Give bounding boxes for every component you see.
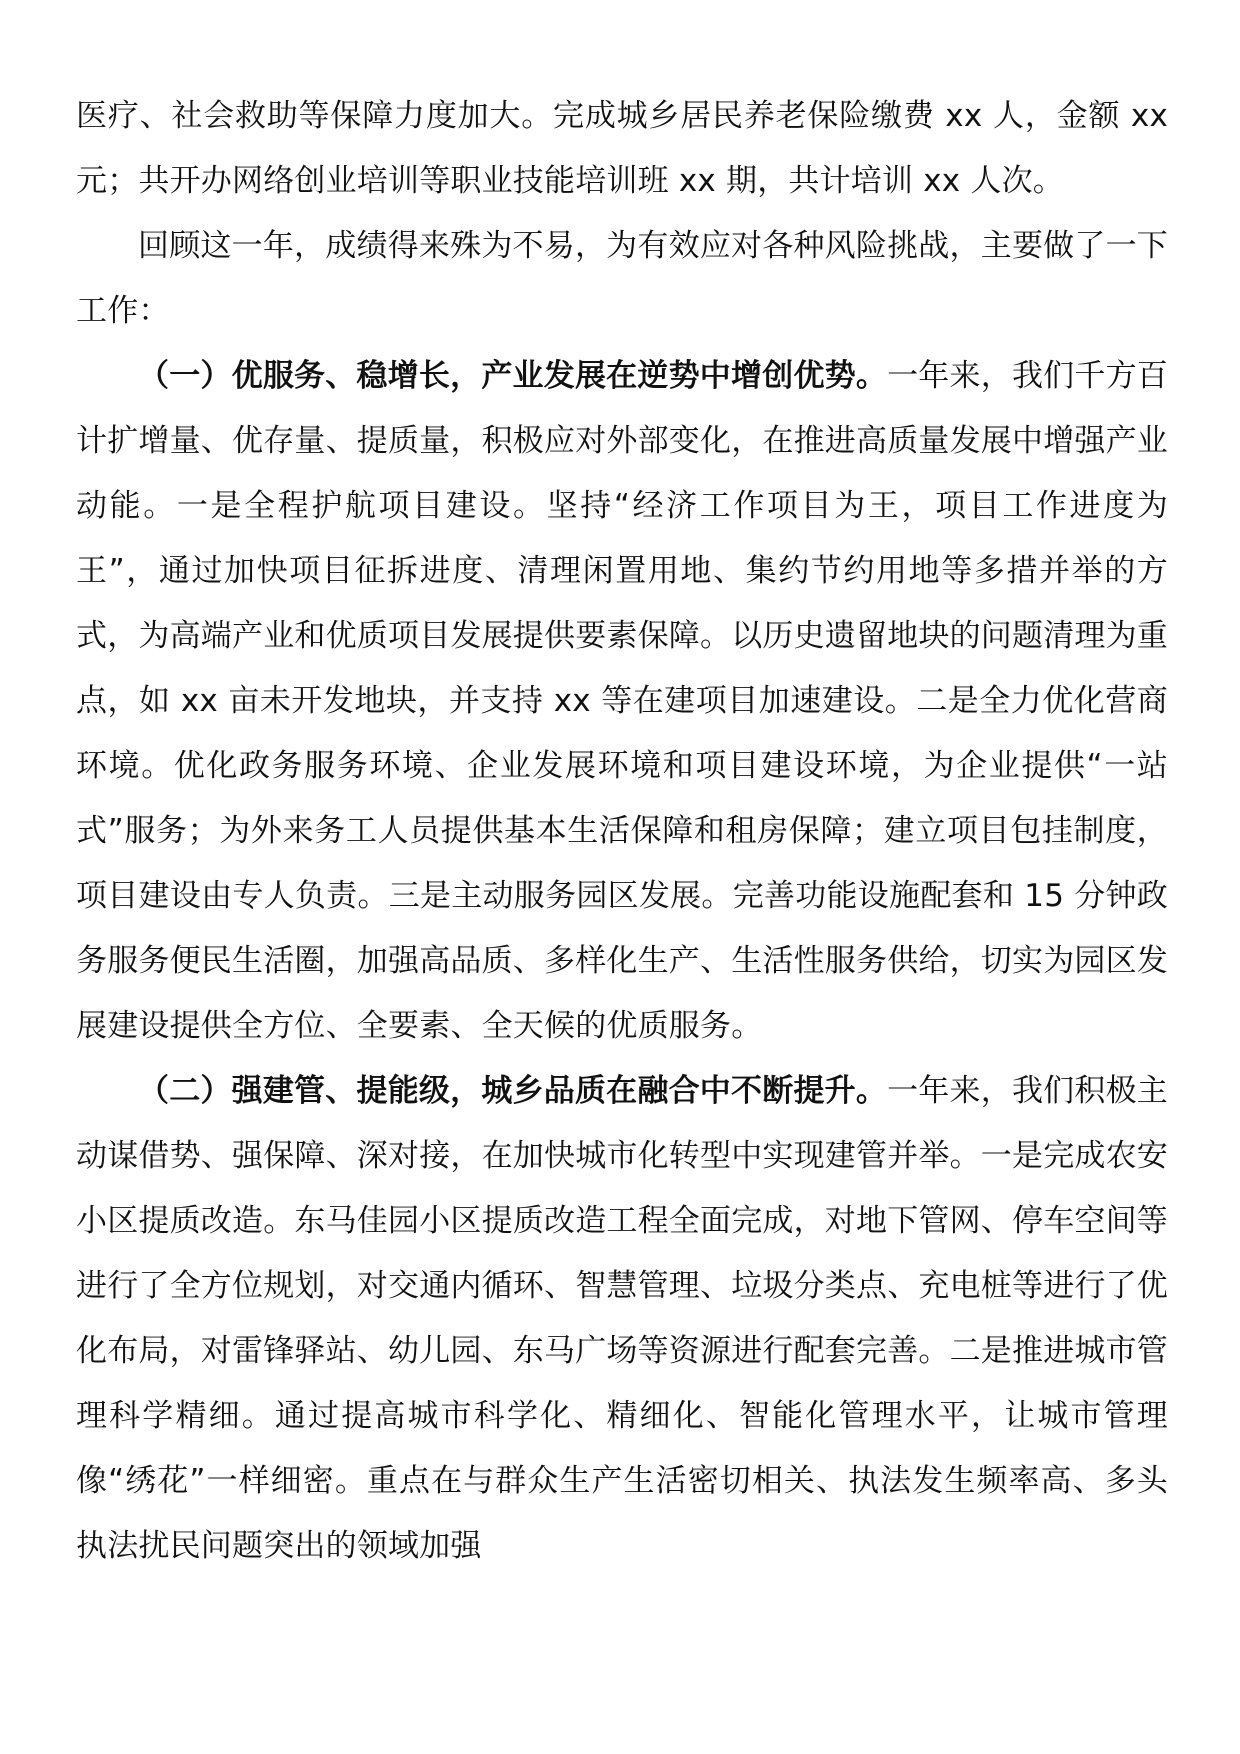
section-heading-1: （一）优服务、稳增长，产业发展在逆势中增创优势。 [138, 358, 888, 394]
paragraph-1-text: 医疗、社会救助等保障力度加大。完成城乡居民养老保险缴费 xx 人，金额 xx 元；共开办网络创业培训等职业技能培训班 xx 期，共计培训 xx 人次。 [76, 98, 1168, 199]
paragraph-3 [76, 344, 1168, 1059]
document-page [76, 84, 1168, 1579]
paragraph-4 [76, 1059, 1168, 1579]
paragraph-3-text: 一年来，我们千方百计扩增量、优存量、提质量，积极应对外部变化，在推进高质量发展中增强产业动能。一是全程护航项目建设。坚持“经济工作项目为王，项目工作进度为王”，通过加快项目征拆进度、清理闲置用地、集约节约用地等多措并举的方式，为高端产业和优质项目发展提供要素保障。以历史遗留地块的问题清理为重点，如 xx 亩未开发地块，并支持 xx 等在建项目加速建设。二是全力优化营商环境。优化政务服务环境、企业发展环境和项目建设环境，为企业提供“一站式”服务；为外来务工人员提供基本生活保障和租房保障；建立项目包挂制度，项目建设由专人负责。三是主动服务园区发展。完善功能设施配套和 15 分钟政务服务便民生活圈，加强高品质、多样化生产、生活性服务供给，切实为园区发展建设提供全方位、全要素、全天候的优质服务。 [76, 358, 1168, 1044]
paragraph-4-text: 一年来，我们积极主动谋借势、强保障、深对接，在加快城市化转型中实现建管并举。一是完成农安小区提质改造。东马佳园小区提质改造工程全面完成，对地下管网、停车空间等进行了全方位规划，对交通内循环、智慧管理、垃圾分类点、充电桩等进行了优化布局，对雷锋驿站、幼儿园、东马广场等资源进行配套完善。二是推进城市管理科学精细。通过提高城市科学化、精细化、智能化管理水平，让城市管理像“绣花”一样细密。重点在与群众生产生活密切相关、执法发生频率高、多头执法扰民问题突出的领域加强 [76, 1073, 1168, 1564]
paragraph-2-text: 回顾这一年，成绩得来殊为不易，为有效应对各种风险挑战，主要做了一下工作： [76, 228, 1168, 329]
paragraph-2 [76, 214, 1168, 344]
section-heading-2: （二）强建管、提能级，城乡品质在融合中不断提升。 [138, 1073, 888, 1109]
paragraph-1 [76, 84, 1168, 214]
